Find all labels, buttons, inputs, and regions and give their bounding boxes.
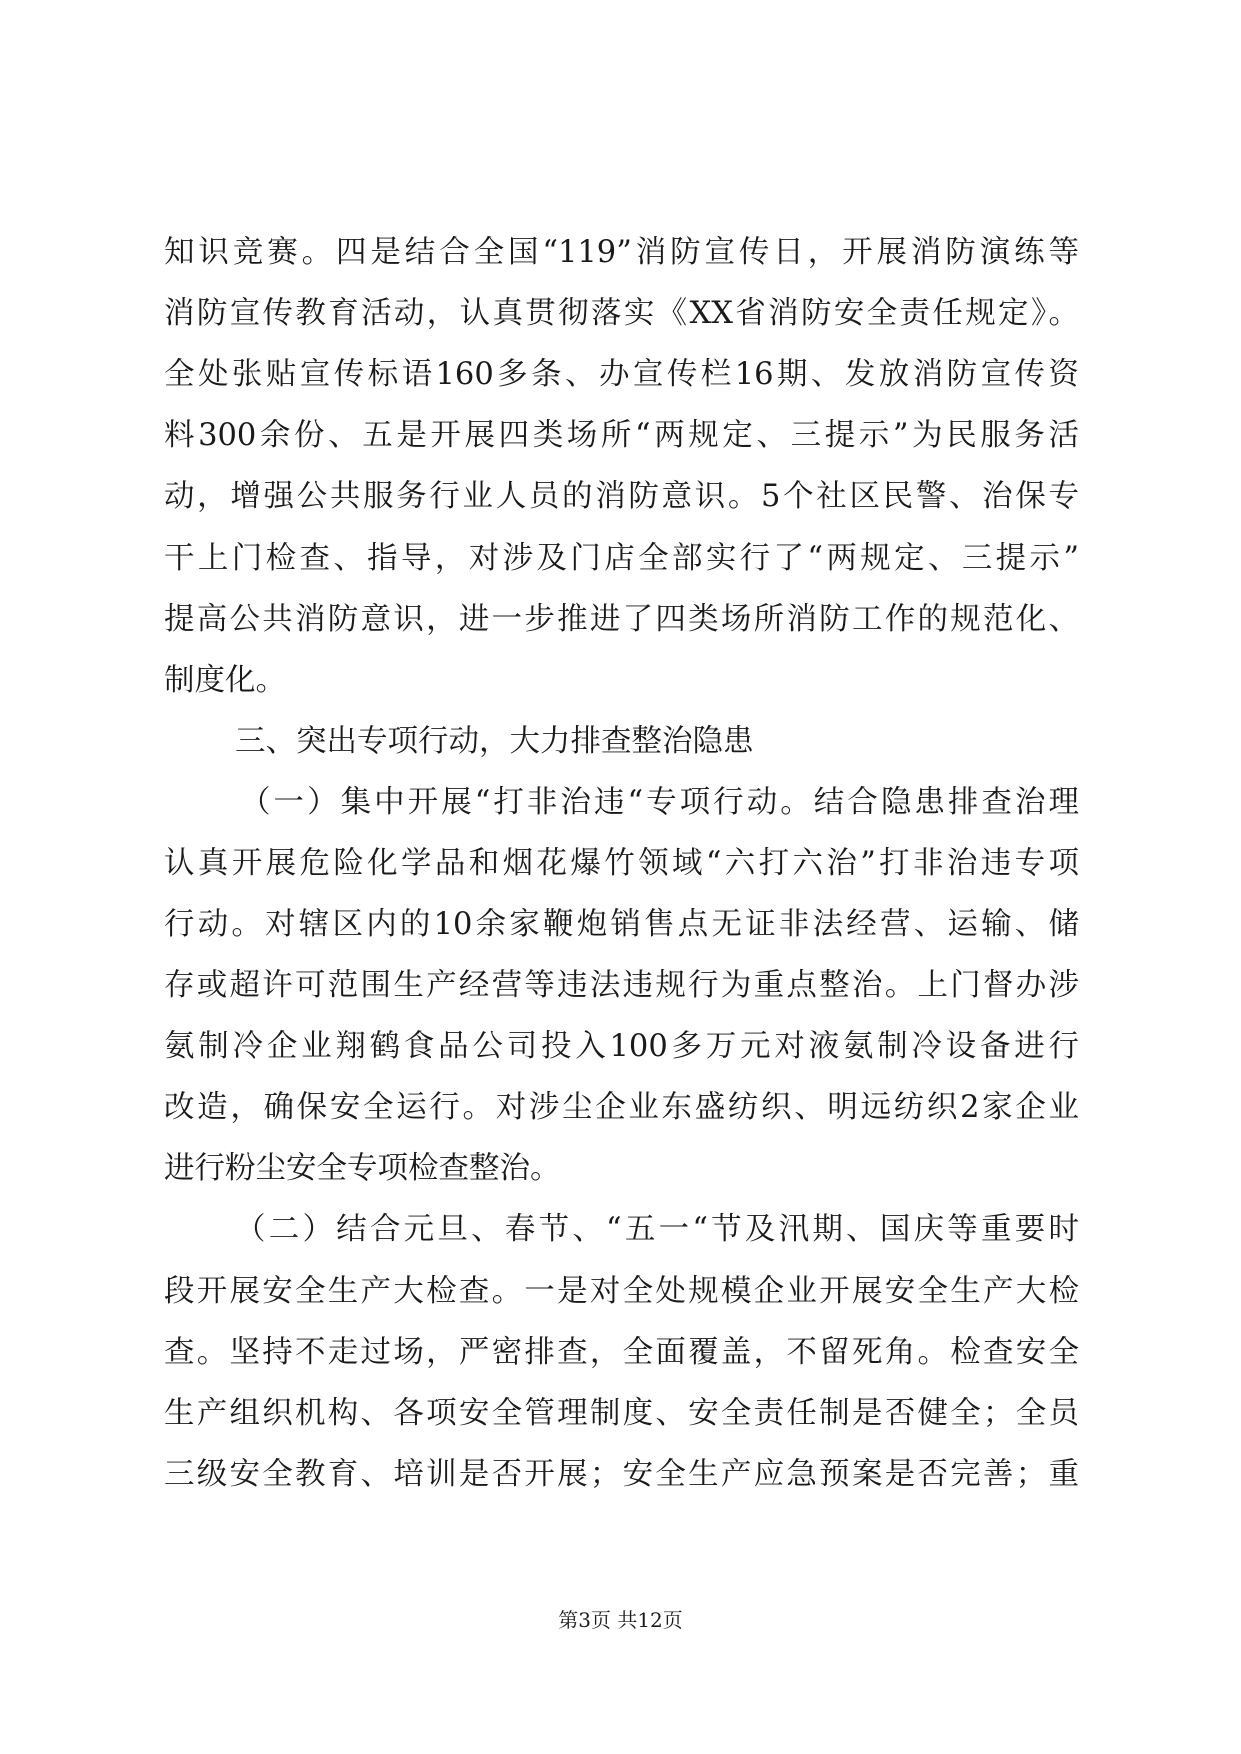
body-line-8: 制度化。 [164,663,286,698]
body-line-6: 干上门检查、指导，对涉及门店全部实行了“两规定、三提示” [164,541,1079,576]
body-line-14: 氨制冷企业翔鹤食品公司投入100多万元对液氨制冷设备进行 [164,1029,1079,1064]
body-line-15: 改造，确保安全运行。对涉尘企业东盛纺织、明远纺织2家企业 [164,1090,1079,1125]
body-line-16: 进行粉尘安全专项检查整治。 [164,1151,561,1186]
body-line-7: 提高公共消防意识，进一步推进了四类场所消防工作的规范化、 [164,602,1079,637]
body-line-3: 全处张贴宣传标语160多条、办宣传栏16期、发放消防宣传资 [164,357,1079,392]
body-line-11: 认真开展危险化学品和烟花爆竹领域“六打六治”打非治违专项 [164,846,1079,881]
body-line-18: 段开展安全生产大检查。一是对全处规模企业开展安全生产大检 [164,1274,1079,1309]
body-line-17: （二）结合元旦、春节、“五一“节及汛期、国庆等重要时 [235,1212,1079,1247]
body-line-19: 查。坚持不走过场，严密排查，全面覆盖，不留死角。检查安全 [164,1335,1079,1370]
section-heading: 三、突出专项行动，大力排查整治隐患 [235,724,754,759]
body-line-2: 消防宣传教育活动，认真贯彻落实《XX省消防安全责任规定》。 [164,296,1079,331]
body-line-20: 生产组织机构、各项安全管理制度、安全责任制是否健全；全员 [164,1396,1079,1431]
page-footer: 第3页 共12页 [558,1608,683,1632]
body-line-21: 三级安全教育、培训是否开展；安全生产应急预案是否完善；重 [164,1457,1079,1492]
body-line-1: 知识竞赛。四是结合全国“119”消防宣传日，开展消防演练等 [164,235,1079,270]
body-line-10: （一）集中开展“打非治违“专项行动。结合隐患排查治理 [240,785,1079,820]
body-line-4: 料300余份、五是开展四类场所“两规定、三提示”为民服务活 [164,418,1079,453]
body-line-5: 动，增强公共服务行业人员的消防意识。5个社区民警、治保专 [164,479,1079,514]
body-line-12: 行动。对辖区内的10余家鞭炮销售点无证非法经营、运输、储 [164,907,1079,942]
body-line-13: 存或超许可范围生产经营等违法违规行为重点整治。上门督办涉 [164,968,1079,1003]
